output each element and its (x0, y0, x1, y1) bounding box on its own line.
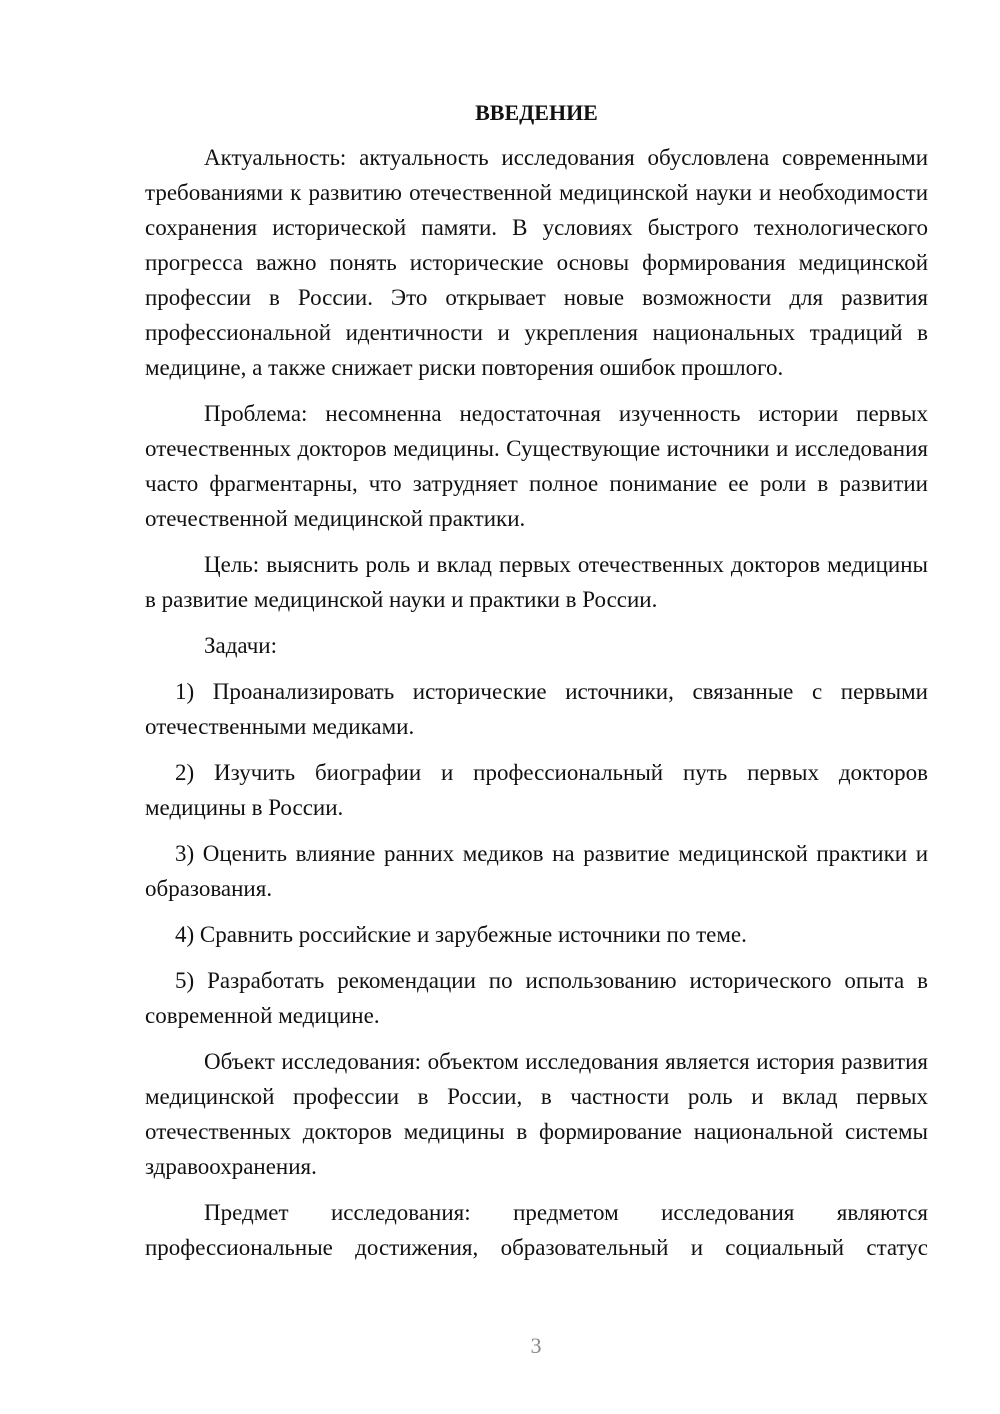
section-heading: ВВЕДЕНИЕ (475, 100, 598, 125)
task-item-4: 4) Сравнить российские и зарубежные источники по теме. (175, 922, 747, 947)
task-item-5: 5) Разработать рекомендации по использованию исторического опыта в современной медицине. (145, 968, 928, 1028)
object-paragraph: Объект исследования: объектом исследования является история развития медицинской профессии в России, в частности роль и вклад первых отечественных докторов медицины в формирование национальной системы здравоохранения. (145, 1049, 928, 1179)
goal-paragraph: Цель: выяснить роль и вклад первых отечественных докторов медицины в развитие медицинской науки и практики в России. (145, 552, 928, 612)
page-content (145, 95, 928, 1276)
subject-paragraph: Предмет исследования: предметом исследования являются профессиональные достижения, образовательный и социальный статус (145, 1200, 928, 1260)
task-item-1: 1) Проанализировать исторические источники, связанные с первыми отечественными медиками. (145, 679, 928, 739)
task-item-3: 3) Оценить влияние ранних медиков на развитие медицинской практики и образования. (145, 841, 928, 901)
tasks-label: Задачи: (204, 633, 277, 658)
relevance-paragraph: Актуальность: актуальность исследования обусловлена современными требованиями к развитию отечественной медицинской науки и необходимости сохранения исторической памяти. В условиях быстрого технологического прогресса важно понять исторические основы формирования медицинской профессии в России. Это открывает новые возможности для развития профессиональной идентичности и укрепления национальных традиций в медицине, а также снижает риски повторения ошибок прошлого. (145, 145, 928, 380)
problem-paragraph: Проблема: несомненна недостаточная изученность истории первых отечественных докторов медицины. Существующие источники и исследования часто фрагментарны, что затрудняет полное понимание ее роли в развитии отечественной медицинской практики. (145, 401, 928, 531)
task-item-2: 2) Изучить биографии и профессиональный путь первых докторов медицины в России. (145, 760, 928, 820)
page-number: 3 (530, 1333, 542, 1358)
